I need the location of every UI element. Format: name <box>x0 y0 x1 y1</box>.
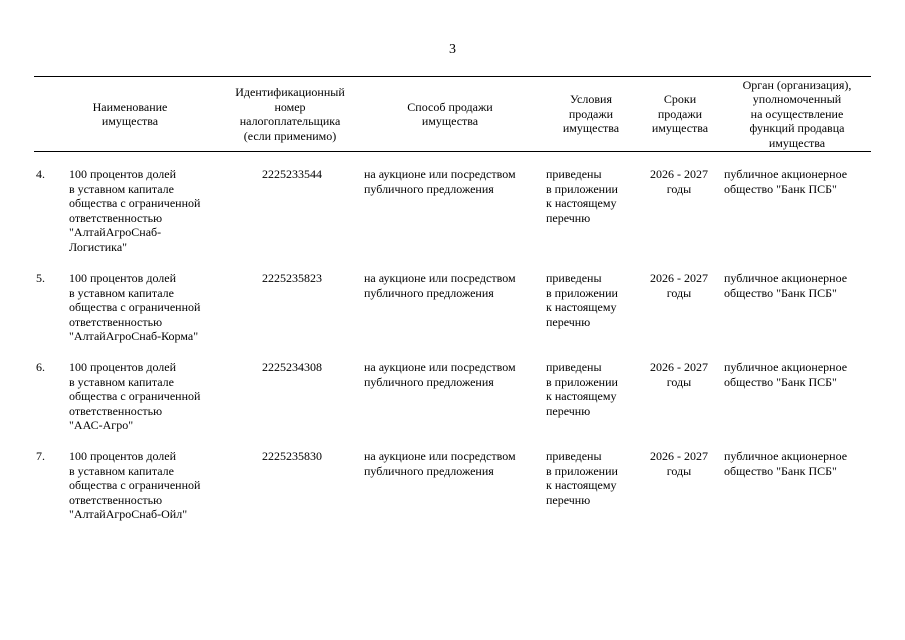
header-property-name: Наименование имущества <box>92 99 168 128</box>
property-name: 100 процентов долей в уставном капитале общества с ограниченной ответственностью "АлтайАгроСнаб- Логистика" <box>69 167 201 254</box>
sale-method: на аукционе или посредством публичного предложения <box>364 449 516 478</box>
row-number: 4. <box>36 167 45 181</box>
header-sale-conditions: Условия продажи имущества <box>562 92 620 136</box>
sale-terms: 2026 - 2027 годы <box>650 360 708 389</box>
sale-conditions: приведены в приложении к настоящему перечню <box>546 271 618 329</box>
sale-method: на аукционе или посредством публичного предложения <box>364 360 516 389</box>
header-sale-terms: Сроки продажи имущества <box>651 92 709 136</box>
header-seller-organ: Орган (организация), уполномоченный на осуществление функций продавца имущества <box>742 77 852 150</box>
property-name: 100 процентов долей в уставном капитале общества с ограниченной ответственностью "АлтайАгроСнаб-Корма" <box>69 271 201 343</box>
seller-organ: публичное акционерное общество "Банк ПСБ" <box>724 449 848 478</box>
row-number: 7. <box>36 449 45 463</box>
sale-conditions: приведены в приложении к настоящему перечню <box>546 360 618 418</box>
header-bottom-rule <box>34 151 871 152</box>
page-number: 3 <box>449 42 456 57</box>
sale-terms: 2026 - 2027 годы <box>650 449 708 478</box>
row-number: 6. <box>36 360 45 374</box>
sale-method: на аукционе или посредством публичного предложения <box>364 167 516 196</box>
seller-organ: публичное акционерное общество "Банк ПСБ" <box>724 167 848 196</box>
row-number: 5. <box>36 271 45 285</box>
header-inn: Идентификационный номер налогоплательщика (если применимо) <box>235 85 345 143</box>
sale-terms: 2026 - 2027 годы <box>650 167 708 196</box>
inn-value: 2225235830 <box>262 449 322 463</box>
inn-value: 2225233544 <box>262 167 322 181</box>
header-sale-method: Способ продажи имущества <box>407 99 493 128</box>
property-name: 100 процентов долей в уставном капитале общества с ограниченной ответственностью "ААС-Агро" <box>69 360 201 432</box>
inn-value: 2225234308 <box>262 360 322 374</box>
inn-value: 2225235823 <box>262 271 322 285</box>
seller-organ: публичное акционерное общество "Банк ПСБ" <box>724 360 848 389</box>
sale-method: на аукционе или посредством публичного предложения <box>364 271 516 300</box>
sale-conditions: приведены в приложении к настоящему перечню <box>546 167 618 225</box>
property-name: 100 процентов долей в уставном капитале общества с ограниченной ответственностью "АлтайАгроСнаб-Ойл" <box>69 449 201 521</box>
sale-terms: 2026 - 2027 годы <box>650 271 708 300</box>
seller-organ: публичное акционерное общество "Банк ПСБ" <box>724 271 848 300</box>
sale-conditions: приведены в приложении к настоящему перечню <box>546 449 618 507</box>
